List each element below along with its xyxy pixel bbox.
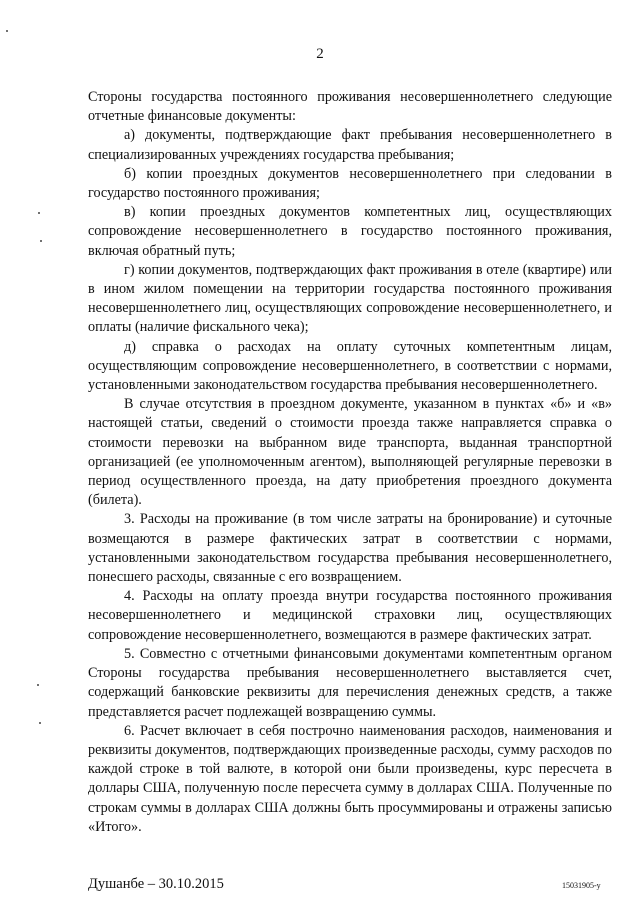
- paragraph: в) копии проездных документов компетентных лиц, осуществляющих сопровождение несовершеннолетнего в государство постоянного проживания, включая обратный путь;: [88, 204, 612, 259]
- paragraph: Стороны государства постоянного проживания несовершеннолетнего следующие отчетные финансовые документы:: [88, 89, 612, 125]
- footer-document-code: 15031905-у: [562, 881, 601, 890]
- paragraph: 6. Расчет включает в себя построчно наименования расходов, наименования и реквизиты документов, подтверждающих произведенные расходы, сумму расходов по каждой строке в той валюте, в которой они были произведены, курс пересчета в доллары США, полученную после пересчета сумму в долларах США. Полученные по строкам суммы в долларах США должны быть просуммированы и отражены записью «Итого».: [88, 722, 612, 835]
- paragraph: а) документы, подтверждающие факт пребывания несовершеннолетнего в специализированных учреждениях государства пребывания;: [88, 127, 612, 163]
- paragraph: 5. Совместно с отчетными финансовыми документами компетентным органом Стороны государства пребывания несовершеннолетнего выставляется счет, содержащий банковские реквизиты для перечисления денежных средств, а также представляется расчет подлежащей возвращению суммы.: [88, 645, 612, 720]
- scan-speck: [39, 722, 41, 724]
- document-body: [88, 88, 612, 837]
- paragraph: д) справка о расходах на оплату суточных компетентным лицам, осуществляющим сопровождение несовершеннолетнего, в соответствии с нормами, установленными законодательством государства пребывания несовершеннолетнего.: [88, 338, 612, 394]
- paragraph: г) копии документов, подтверждающих факт проживания в отеле (квартире) или в ином жилом помещении на территории государства постоянного проживания несовершеннолетнего лиц, осуществляющих сопровождение несовершеннолетнего, и оплаты (наличие фискального чека);: [88, 261, 612, 336]
- scan-speck: [37, 684, 39, 686]
- scan-speck: [40, 240, 42, 242]
- footer-place-date: Душанбе – 30.10.2015: [88, 876, 224, 892]
- paragraph: В случае отсутствия в проездном документе, указанном в пунктах «б» и «в» настоящей статьи, сведений о стоимости проезда также направляется справка о стоимости перевозки на выбранном виде транспорта, выданная транспортной организацией (ее уполномоченным агентом), выполняющей регулярные перевозки в период осуществленного проезда, на дату приобретения проездного документа (билета).: [88, 396, 612, 509]
- scan-speck: [6, 30, 8, 32]
- paragraph: 4. Расходы на оплату проезда внутри государства постоянного проживания несовершеннолетнего и медицинской страховки лиц, осуществляющих сопровождение несовершеннолетнего, возмещаются в размере фактических затрат.: [88, 588, 612, 643]
- paragraph: 3. Расходы на проживание (в том числе затраты на бронирование) и суточные возмещаются в размере фактических затрат в соответствии с нормами, установленными законодательством государства пребывания несовершеннолетнего, понесшего расходы, связанные с его возвращением.: [88, 511, 612, 586]
- paragraph: б) копии проездных документов несовершеннолетнего при следовании в государство постоянного проживания;: [88, 165, 612, 202]
- scan-speck: [38, 212, 40, 214]
- page-number: 2: [316, 46, 324, 62]
